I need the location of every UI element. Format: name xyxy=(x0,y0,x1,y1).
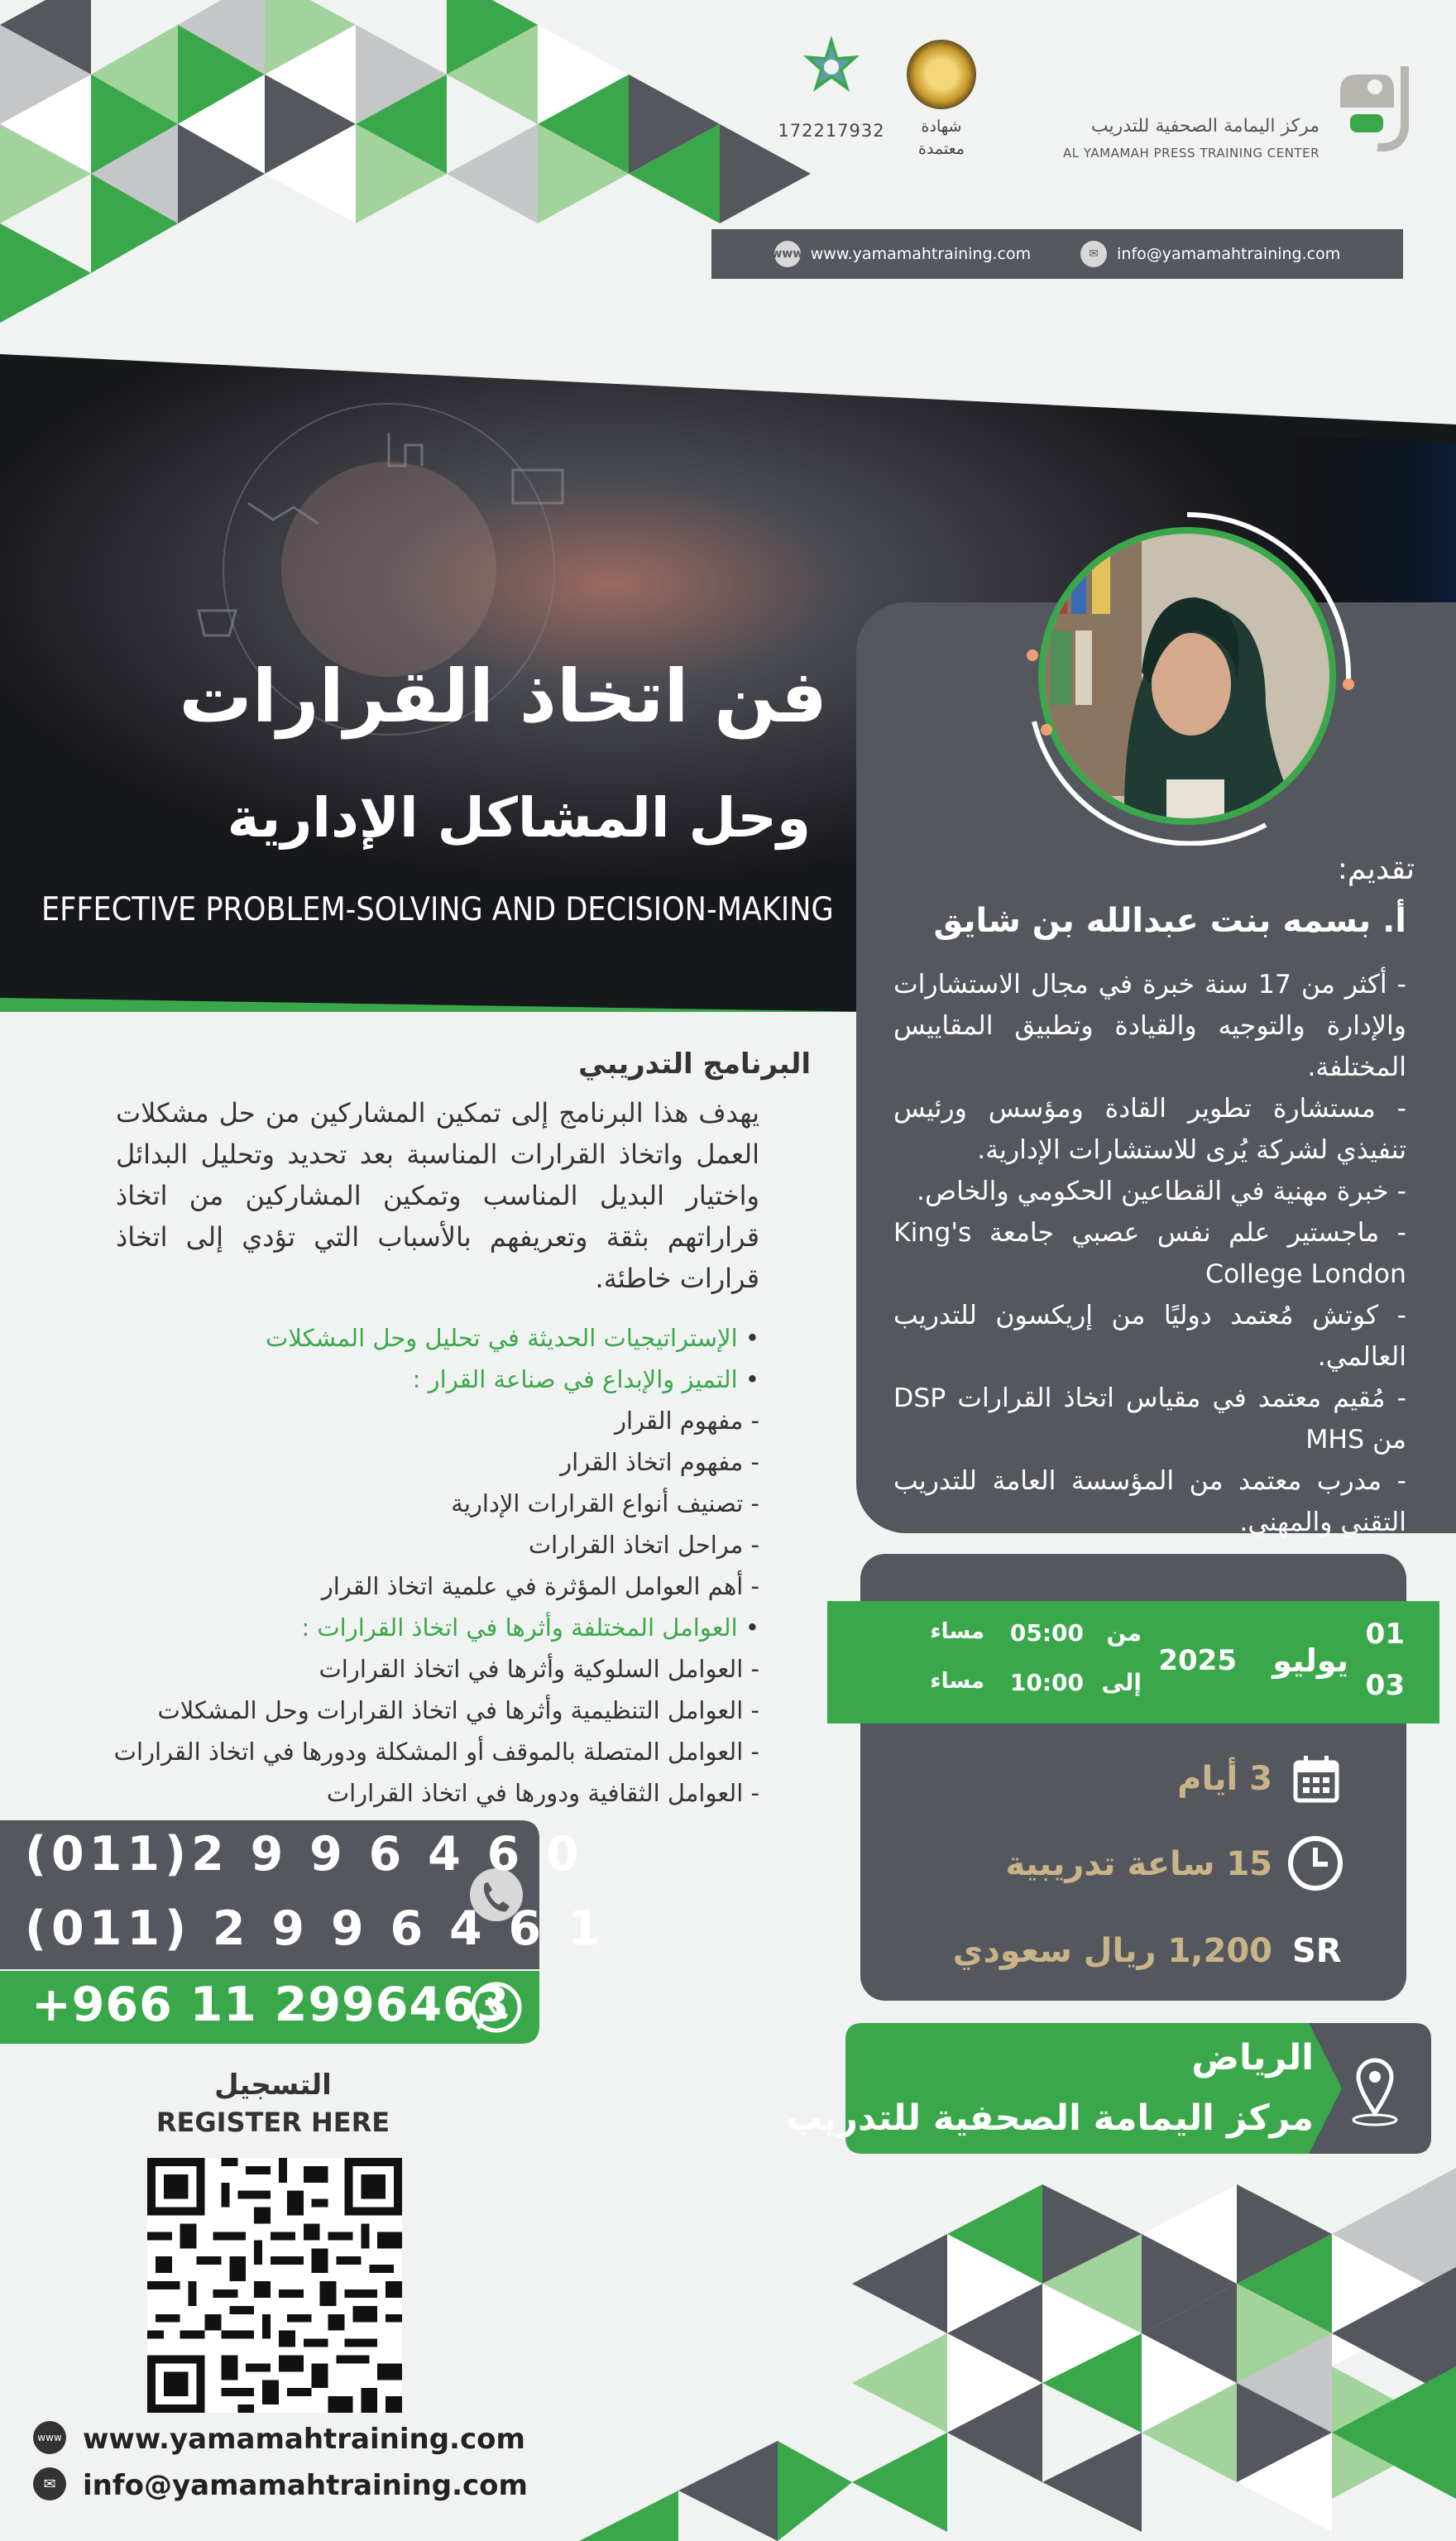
program-item-text: مفهوم القرار xyxy=(614,1407,744,1435)
program-item-text: العوامل السلوكية وأثرها في اتخاذ القرارات xyxy=(318,1655,744,1683)
program-item-text: أهم العوامل المؤثرة في علمية اتخاذ القرار xyxy=(321,1572,744,1600)
trainer-name: أ. بسمه بنت عبدالله بن شايق xyxy=(933,902,1406,940)
phone-number-1[interactable]: (011)2 9 9 6 4 6 0 xyxy=(25,1827,584,1882)
globe-icon: www xyxy=(33,2421,66,2454)
program-item xyxy=(15,1483,759,1524)
bio-item: - كوتش مُعتمد دوليًا من إريكسون للتدريب العالمي. xyxy=(893,1301,1406,1372)
program-item-text: العوامل المختلفة وأثرها في اتخاذ القرارات : xyxy=(301,1613,738,1642)
yamamah-logo xyxy=(1062,58,1415,165)
program-item xyxy=(15,1690,759,1731)
program-item-text: مراحل اتخاذ القرارات xyxy=(528,1531,744,1559)
whatsapp-number[interactable]: +966 11 2996463 xyxy=(31,1978,510,2032)
bullet-marker: • xyxy=(745,1613,759,1642)
bio-item: - خبرة مهنية في القطاعين الحكومي والخاص. xyxy=(917,1177,1406,1206)
bullet-marker: - xyxy=(750,1779,759,1807)
program-item xyxy=(15,1648,759,1690)
end-time: 10:00 xyxy=(1009,1669,1084,1696)
training-hours: 15 ساعة تدريبية xyxy=(1005,1845,1272,1883)
header-website-link[interactable] xyxy=(771,241,1032,267)
tvtc-license xyxy=(778,30,885,141)
program-item-text: مفهوم اتخاذ القرار xyxy=(560,1448,744,1476)
header-triangle-pattern xyxy=(0,0,827,356)
from-label: من xyxy=(1106,1619,1142,1647)
cert-label-line2: معتمدة xyxy=(918,140,965,158)
certified-badge xyxy=(902,40,981,161)
program-title: البرنامج التدريبي xyxy=(578,1048,811,1081)
envelope-icon: ✉ xyxy=(33,2467,66,2500)
bullet-marker: - xyxy=(750,1738,759,1766)
bio-item: - أكثر من 17 سنة خبرة في مجال الاستشارات والإدارة والتوجيه والقيادة وتطبيق المقاييس المختلفة. xyxy=(893,970,1406,1082)
trainer-photo xyxy=(1018,506,1357,846)
program-item xyxy=(15,1607,759,1648)
program-item xyxy=(15,1400,759,1441)
program-item-text: العوامل الثقافية ودورها في اتخاذ القرارات xyxy=(326,1779,744,1807)
bullet-marker: - xyxy=(750,1531,759,1559)
month: يوليو xyxy=(1272,1642,1348,1679)
to-label: إلى xyxy=(1101,1669,1142,1696)
program-item xyxy=(15,1772,759,1814)
bullet-marker: - xyxy=(750,1489,759,1517)
presented-by-label: تقديم: xyxy=(1337,852,1415,886)
program-item-text: العوامل المتصلة بالموقف أو المشكلة ودورها في اتخاذ القرارات xyxy=(113,1738,744,1766)
clock-icon xyxy=(1286,1834,1344,1892)
program-item xyxy=(15,1359,759,1400)
program-outline xyxy=(15,1317,759,1814)
footer-triangle-pattern xyxy=(0,2168,1456,2541)
program-item xyxy=(15,1565,759,1607)
bio-item: - مدرب معتمد من المؤسسة العامة للتدريب التقني والمهني. xyxy=(893,1466,1406,1537)
register-label-ar: التسجيل xyxy=(214,2069,332,2102)
license-number: 172217932 xyxy=(778,121,885,141)
tvtc-logo-icon xyxy=(794,30,869,113)
program-description: يهدف هذا البرنامج إلى تمكين المشاركين من حل مشكلات العمل واتخاذ القرارات المناسبة بعد تحديد وتحليل البدائل واختيار البديل المناسب وتمكين المشاركين من اتخاذ قراراتهم بثقة وتعريفهم بالأسباب التي تؤدي إلى اتخاذ قرارات خاطئة. xyxy=(116,1097,759,1294)
bullet-marker: - xyxy=(750,1572,759,1600)
location-city: الرياض xyxy=(1191,2037,1314,2078)
bullet-marker: • xyxy=(745,1324,759,1352)
program-item xyxy=(15,1441,759,1483)
bullet-marker: - xyxy=(750,1696,759,1724)
currency-sr: SR xyxy=(1292,1932,1342,1970)
trainer-bio xyxy=(893,964,1406,1543)
start-day: 01 xyxy=(1365,1618,1405,1651)
register-label-en: REGISTER HERE xyxy=(156,2107,390,2138)
program-item-text: الإستراتيجيات الحديثة في تحليل وحل المشكلات xyxy=(266,1324,738,1352)
course-title-line2: وحل المشاكل الإدارية xyxy=(227,786,811,850)
certificate-seal-icon xyxy=(907,40,976,109)
bullet-marker: - xyxy=(750,1448,759,1476)
course-title-english: EFFECTIVE PROBLEM-SOLVING AND DECISION-MAKING xyxy=(41,891,834,928)
program-item xyxy=(15,1524,759,1565)
envelope-icon: ✉ xyxy=(1080,241,1107,267)
start-time: 05:00 xyxy=(1009,1619,1084,1647)
header-email-link[interactable] xyxy=(1080,241,1340,267)
footer-email-link[interactable]: info@yamamahtraining.com xyxy=(83,2469,528,2502)
yamamah-logo-mark-icon xyxy=(1332,58,1415,153)
logo-arabic-name: مركز اليمامة الصحفية للتدريب xyxy=(1090,116,1320,137)
bullet-marker: - xyxy=(750,1407,759,1435)
end-period: مساء xyxy=(930,1669,984,1694)
header-website-text: www.yamamahtraining.com xyxy=(810,245,1032,263)
footer-website-link[interactable]: www.yamamahtraining.com xyxy=(83,2423,525,2456)
logo-english-name: AL YAMAMAH PRESS TRAINING CENTER xyxy=(1062,146,1320,161)
program-item-text: تصنيف أنواع القرارات الإدارية xyxy=(451,1489,744,1517)
calendar-icon xyxy=(1292,1754,1340,1804)
program-item xyxy=(15,1317,759,1359)
course-title-line1: فن اتخاذ القرارات xyxy=(179,654,827,739)
cert-label-line1: شهادة xyxy=(921,117,962,136)
start-period: مساء xyxy=(930,1619,984,1644)
bullet-marker: • xyxy=(745,1365,759,1393)
header-email-text: info@yamamahtraining.com xyxy=(1117,245,1341,263)
bio-item: - ماجستير علم نفس عصبي جامعة King's College London xyxy=(893,1218,1406,1289)
program-item-text: العوامل التنظيمية وأثرها في اتخاذ القرارات وحل المشكلات xyxy=(157,1696,744,1724)
program-item-text: التميز والإبداع في صناعة القرار : xyxy=(412,1365,738,1393)
location-venue: مركز اليمامة الصحفية للتدريب xyxy=(786,2098,1314,2139)
globe-icon: www xyxy=(774,241,801,267)
date-time-strip xyxy=(827,1601,1439,1724)
year: 2025 xyxy=(1158,1644,1237,1677)
duration-days: 3 أيام xyxy=(1177,1760,1272,1798)
course-price: 1,200 ريال سعودي xyxy=(952,1932,1272,1970)
phone-number-2[interactable]: (011) 2 9 9 6 4 6 1 xyxy=(25,1901,606,1956)
end-day: 03 xyxy=(1365,1669,1405,1702)
bullet-marker: - xyxy=(750,1655,759,1683)
bio-item: - مستشارة تطوير القادة ومؤسس ورئيس تنفيذي لشركة يُرى للاستشارات الإدارية. xyxy=(893,1094,1406,1165)
bio-item: - مُقيم معتمد في مقياس اتخاذ القرارات DSP من MHS xyxy=(893,1383,1406,1455)
header-contact-bar xyxy=(711,229,1403,279)
program-item xyxy=(15,1731,759,1772)
